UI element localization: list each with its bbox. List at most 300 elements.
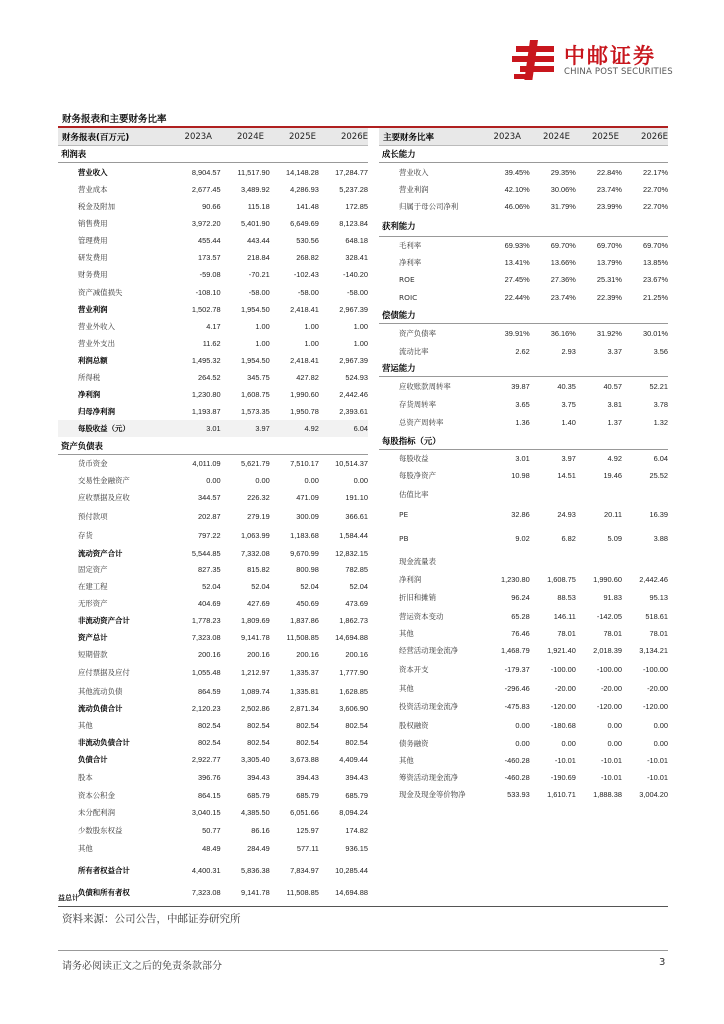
cell-value: 78.01	[649, 629, 669, 638]
column-header: 2024E	[542, 131, 570, 142]
table-section-header	[379, 215, 668, 237]
financial-ratios-table	[379, 128, 668, 803]
row-label: 应收票据及应收	[78, 493, 130, 502]
cell-value: 1,809.69	[240, 616, 270, 625]
row-label: 偿债能力	[382, 310, 416, 320]
row-label: 毛利率	[399, 241, 422, 250]
cell-value: 1,610.71	[547, 790, 576, 799]
table-section-header	[379, 432, 668, 450]
cell-value: 39.91%	[504, 328, 530, 338]
row-label: PB	[399, 533, 409, 543]
row-label: 固定资产	[78, 565, 108, 574]
cell-value: 1,495.32	[191, 356, 221, 365]
cell-value: -120.00	[596, 702, 622, 711]
cell-value: -10.01	[647, 756, 669, 765]
cell-value: 20.11	[603, 509, 622, 519]
cell-value: 141.48	[296, 202, 319, 211]
row-label: 所得税	[78, 373, 101, 382]
cell-value: 10,285.44	[335, 866, 369, 875]
cell-value: 3,004.20	[639, 790, 669, 799]
cell-value: 2,018.39	[593, 646, 622, 655]
cell-value: 2,393.61	[339, 407, 369, 416]
row-label: 归属于母公司净利	[399, 202, 459, 211]
cell-value: 13.79%	[596, 258, 622, 267]
cell-value: -180.68	[550, 720, 576, 730]
table-row	[379, 642, 668, 659]
cell-value: 95.13	[649, 593, 669, 602]
cell-value: -58.00	[347, 287, 369, 297]
table-row	[58, 352, 368, 369]
cell-value: 8,904.57	[191, 167, 221, 177]
cell-value: 6,649.69	[290, 219, 319, 228]
cell-value: -120.00	[642, 702, 669, 711]
cell-value: 4.17	[206, 322, 221, 331]
cell-value: 1,335.37	[290, 668, 319, 677]
cell-value: 8,123.84	[339, 219, 369, 228]
cell-value: 30.01%	[642, 328, 669, 338]
cell-value: 12,832.15	[335, 548, 369, 558]
row-label: 存货	[78, 531, 93, 540]
cell-value: 8,094.24	[339, 808, 369, 817]
cell-value: 11,508.85	[286, 888, 319, 897]
cell-value: 3.56	[653, 346, 669, 356]
cell-value: 396.76	[198, 773, 221, 782]
table-row	[379, 752, 668, 769]
column-header: 2025E	[288, 131, 316, 142]
cell-value: 1,063.99	[240, 531, 270, 540]
table-row	[58, 839, 368, 857]
row-label: 流动比率	[399, 346, 429, 356]
cell-value: 3,134.21	[639, 646, 669, 655]
cell-value: 78.01	[557, 629, 576, 638]
table-row	[58, 181, 368, 198]
header-label: 财务报表(百万元)	[62, 132, 130, 143]
cell-value: 300.09	[296, 511, 319, 521]
logo-text-cn: 中邮证券	[564, 44, 656, 68]
cell-value: 11.62	[202, 339, 221, 348]
cell-value: 52.04	[202, 582, 221, 591]
cell-value: 5,544.85	[191, 548, 221, 558]
table-row	[58, 646, 368, 663]
cell-value: 577.11	[296, 843, 319, 853]
cell-value: 3.78	[653, 400, 669, 409]
cell-value: 345.75	[247, 373, 270, 382]
cell-value: 1,862.73	[339, 616, 369, 625]
cell-value: 1.00	[304, 339, 319, 348]
table-row	[379, 734, 668, 752]
row-label: 营运能力	[382, 363, 416, 373]
row-label: 管理费用	[78, 236, 108, 245]
cell-value: 23.99%	[596, 202, 622, 211]
cell-value: 6.04	[653, 454, 669, 463]
cell-value: 3.01	[206, 424, 221, 433]
cell-value: 427.82	[296, 373, 319, 382]
table-row	[58, 682, 368, 700]
table-row	[58, 612, 368, 629]
row-label: 资产总计	[78, 633, 108, 642]
cell-value: 22.84%	[596, 167, 622, 177]
row-label: ROIC	[399, 293, 418, 302]
cell-value: -108.10	[195, 287, 221, 297]
cell-value: 802.54	[345, 738, 369, 747]
logo-mark-icon	[512, 40, 558, 80]
row-label: 现金流量表	[399, 556, 436, 566]
cell-value: -475.83	[504, 702, 530, 711]
cell-value: 3,673.88	[290, 755, 319, 764]
page-number: 3	[659, 957, 666, 968]
cell-value: 5.09	[607, 533, 622, 543]
cell-value: 7,834.97	[290, 866, 319, 875]
cell-value: 88.53	[557, 593, 576, 602]
cell-value: 202.87	[198, 511, 221, 521]
cell-value: 450.69	[296, 599, 319, 608]
cell-value: 5,237.28	[339, 185, 369, 194]
cell-value: -460.28	[504, 773, 530, 782]
table-row	[58, 545, 368, 561]
cell-value: 0.00	[515, 720, 530, 730]
table-row	[58, 386, 368, 403]
cell-value: 0.00	[607, 738, 622, 748]
table-row	[58, 526, 368, 545]
cell-value: 1.37	[607, 418, 622, 427]
cell-value: 1,628.85	[339, 686, 369, 696]
row-label: 税金及附加	[78, 202, 115, 211]
row-label: 资本开支	[399, 664, 429, 674]
cell-value: 1.36	[515, 418, 530, 427]
cell-value: 9,670.99	[290, 548, 319, 558]
cell-value: 9,141.78	[240, 633, 270, 642]
cell-value: -58.00	[248, 287, 270, 297]
cell-value: 13.85%	[642, 258, 669, 267]
cell-value: -58.00	[297, 287, 319, 297]
row-label: 在建工程	[78, 582, 108, 591]
cell-value: 200.16	[198, 650, 221, 659]
cell-value: 3.37	[607, 346, 622, 356]
cell-value: 0.00	[304, 476, 319, 485]
cell-value: 2.93	[561, 346, 576, 356]
row-label: 预付款项	[78, 511, 108, 521]
cell-value: 1,608.75	[547, 574, 576, 584]
cell-value: 3.97	[255, 424, 270, 433]
row-label: 每股指标（元）	[382, 435, 441, 446]
cell-value: 0.00	[206, 476, 221, 485]
table-row	[379, 413, 668, 432]
cell-value: 191.10	[345, 493, 369, 502]
table-row	[58, 318, 368, 335]
row-label: 负债和所有者权	[78, 888, 130, 897]
cell-value: 2,442.46	[339, 390, 369, 399]
cell-value: 268.82	[296, 253, 319, 262]
cell-value: 39.87	[511, 382, 530, 391]
table-section-header	[58, 437, 368, 455]
cell-value: 328.41	[345, 253, 369, 262]
row-label: 经营活动现金流净	[399, 646, 459, 655]
row-label: 每股收益	[399, 454, 429, 463]
row-label: 其他	[399, 629, 414, 638]
row-label: 所有者权益合计	[78, 866, 130, 875]
cell-value: -20.00	[554, 683, 576, 693]
table-row	[58, 215, 368, 232]
row-label: 每股收益（元）	[78, 424, 130, 433]
cell-value: 52.04	[251, 582, 270, 591]
cell-value: 1,230.80	[191, 390, 221, 399]
cell-value: 1.32	[653, 418, 669, 427]
cell-value: 827.35	[198, 565, 221, 574]
row-label: 资产减值损失	[78, 287, 123, 297]
cell-value: 14.51	[557, 471, 576, 480]
cell-value: -100.00	[642, 664, 669, 674]
table-row	[58, 884, 368, 901]
financial-ratios-header	[379, 128, 668, 146]
cell-value: 264.52	[198, 373, 221, 382]
table-row	[379, 697, 668, 716]
cell-value: 69.93%	[504, 241, 530, 250]
table-row	[379, 786, 668, 803]
cell-value: 69.70%	[596, 241, 622, 250]
cell-value: 1.00	[255, 322, 270, 331]
cell-value: 17,284.77	[335, 167, 369, 177]
cell-value: 0.00	[255, 476, 270, 485]
table-row	[58, 232, 368, 249]
table-row	[379, 625, 668, 642]
cell-value: 936.15	[345, 843, 369, 853]
cell-value: -10.01	[600, 773, 622, 782]
cell-value: 427.69	[247, 599, 270, 608]
table-row	[379, 552, 668, 570]
row-label: 应付票据及应付	[78, 668, 130, 677]
cell-value: 0.00	[653, 720, 669, 730]
table-row	[379, 504, 668, 524]
cell-value: 3,305.40	[240, 755, 270, 764]
cell-value: 797.22	[198, 531, 221, 540]
header-label: 主要财务比率	[383, 132, 435, 143]
cell-value: 76.46	[511, 629, 530, 638]
cell-value: 3,606.90	[339, 704, 369, 713]
cell-value: 1,837.86	[290, 616, 319, 625]
cell-value: 455.44	[198, 236, 221, 245]
cell-value: -10.01	[600, 756, 622, 765]
cell-value: 3.88	[653, 533, 669, 543]
cell-value: 5,401.90	[240, 219, 270, 228]
cell-value: 146.11	[553, 611, 576, 621]
table-row	[58, 283, 368, 301]
cell-value: 10.98	[511, 471, 530, 480]
cell-value: -120.00	[550, 702, 576, 711]
cell-value: 42.10%	[504, 185, 530, 194]
cell-value: 815.82	[247, 565, 270, 574]
cell-value: 4.92	[304, 424, 319, 433]
cell-value: 6.04	[353, 424, 369, 433]
cell-value: 3.75	[561, 400, 576, 409]
row-label: 资本公积金	[78, 791, 115, 800]
cell-value: 40.35	[557, 382, 576, 391]
table-row	[379, 679, 668, 697]
cell-value: 3,489.92	[240, 185, 270, 194]
table-row	[58, 266, 368, 283]
table-row	[58, 506, 368, 526]
row-label: 无形资产	[78, 599, 108, 608]
cell-value: 2,967.39	[339, 305, 369, 314]
cell-value: -190.69	[550, 773, 576, 782]
table-row	[379, 396, 668, 413]
cell-value: 1,055.48	[191, 668, 221, 677]
row-label: 流动资产合计	[78, 548, 123, 558]
cell-value: 22.70%	[642, 202, 669, 211]
cell-value: 0.00	[607, 720, 622, 730]
cell-value: 11,517.90	[237, 167, 270, 177]
cell-value: -140.20	[342, 270, 369, 279]
table-row	[379, 716, 668, 734]
cell-value: 1,777.90	[339, 668, 369, 677]
cell-value: -179.37	[504, 664, 530, 674]
cell-value: 52.04	[349, 582, 369, 591]
table-row	[58, 561, 368, 578]
cell-value: 115.18	[247, 202, 270, 211]
cell-value: 1,573.35	[240, 407, 270, 416]
cell-value: 0.00	[353, 476, 369, 485]
cell-value: 394.43	[345, 773, 369, 782]
cell-value: 3.65	[515, 400, 530, 409]
table-row	[58, 335, 368, 352]
cell-value: 78.01	[603, 629, 622, 638]
cell-value: 7,332.08	[240, 548, 270, 558]
table-row	[379, 588, 668, 607]
cell-value: 800.98	[296, 565, 319, 574]
cell-value: 22.17%	[642, 167, 669, 177]
table-row	[58, 455, 368, 472]
table-row	[58, 629, 368, 646]
column-header: 2026E	[640, 131, 668, 142]
row-label: 其他	[78, 721, 93, 730]
row-label: 净利润	[78, 390, 101, 399]
cell-value: 24.93	[557, 509, 576, 519]
cell-value: 7,323.08	[191, 888, 221, 897]
row-label: 每股净资产	[399, 471, 436, 480]
cell-value: 404.69	[198, 599, 221, 608]
cell-value: 344.57	[198, 493, 221, 502]
row-label: 资产负债率	[399, 328, 436, 338]
table-row	[379, 288, 668, 307]
cell-value: 802.54	[296, 738, 319, 747]
cell-value: 46.06%	[504, 202, 530, 211]
cell-value: 22.39%	[596, 293, 622, 302]
cell-value: 685.79	[247, 791, 270, 800]
cell-value: 2,677.45	[191, 185, 221, 194]
table-row	[58, 700, 368, 717]
cell-value: 802.54	[247, 721, 270, 730]
table-row	[58, 595, 368, 612]
cell-value: 9.02	[515, 533, 530, 543]
row-label: 资产负债表	[61, 440, 103, 451]
cell-value: 1,888.38	[593, 790, 622, 799]
cell-value: 1,921.40	[547, 646, 576, 655]
row-label: 其他	[78, 843, 93, 853]
row-label: 交易性金融资产	[78, 476, 130, 485]
cell-value: 69.70%	[642, 241, 669, 250]
cell-value: 802.54	[198, 721, 221, 730]
cell-value: 21.25%	[642, 293, 669, 302]
cell-value: 23.74%	[596, 185, 622, 194]
cell-value: -20.00	[600, 683, 622, 693]
cell-value: 31.79%	[550, 202, 576, 211]
financial-ratios-rows	[379, 146, 668, 803]
section-title: 财务报表和主要财务比率	[62, 114, 167, 125]
table-row	[58, 787, 368, 804]
row-label: 股权融资	[399, 720, 429, 730]
cell-value: 1.40	[561, 418, 576, 427]
cell-value: 443.44	[247, 236, 270, 245]
row-label: 其他	[399, 756, 414, 765]
cell-value: 96.24	[511, 593, 530, 602]
table-row	[58, 420, 368, 437]
column-header: 2023A	[184, 131, 212, 142]
cell-value: 4,011.09	[192, 459, 221, 468]
cell-value: 4,385.50	[240, 808, 270, 817]
row-label: 销售费用	[78, 219, 108, 228]
row-label: 营运资本变动	[399, 611, 444, 621]
cell-value: 471.09	[296, 493, 319, 502]
table-row	[58, 472, 368, 489]
row-label: 少数股东权益	[78, 825, 123, 835]
cell-value: 48.49	[202, 843, 221, 853]
cell-value: 1,954.50	[240, 305, 270, 314]
cell-value: 1,502.78	[191, 305, 221, 314]
cell-value: 648.18	[345, 236, 369, 245]
row-label: PE	[399, 509, 409, 519]
cell-value: 19.46	[603, 471, 622, 480]
cell-value: 65.28	[511, 611, 530, 621]
cell-value: 284.49	[247, 843, 270, 853]
table-row	[379, 237, 668, 254]
disclaimer-footer: 请务必阅读正文之后的免责条款部分	[62, 961, 222, 972]
cell-value: -10.01	[554, 756, 576, 765]
cell-value: -100.00	[596, 664, 622, 674]
trailing-label: 益总计	[58, 894, 79, 902]
table-row	[58, 403, 368, 420]
bottom-rule	[58, 906, 668, 907]
table-row	[58, 578, 368, 595]
cell-value: 6,051.66	[290, 808, 319, 817]
table-row	[58, 768, 368, 787]
cell-value: -70.21	[248, 270, 270, 279]
cell-value: 394.43	[247, 773, 270, 782]
cell-value: 0.00	[561, 738, 576, 748]
cell-value: 6.82	[561, 533, 576, 543]
cell-value: 22.44%	[504, 293, 530, 302]
cell-value: 864.59	[198, 686, 221, 696]
table-row	[58, 734, 368, 751]
cell-value: 172.85	[345, 202, 369, 211]
cell-value: 226.32	[247, 493, 270, 502]
source-note: 资料来源：公司公告，中邮证券研究所	[62, 913, 241, 925]
row-label: ROE	[399, 275, 415, 284]
row-label: 净利润	[399, 574, 422, 584]
cell-value: 1,183.68	[290, 531, 319, 540]
cell-value: 3,972.20	[191, 219, 221, 228]
cell-value: 90.66	[202, 202, 221, 211]
cell-value: 1,193.87	[191, 407, 221, 416]
column-header: 2024E	[236, 131, 264, 142]
row-label: 其他	[399, 683, 414, 693]
cell-value: 1,230.80	[500, 574, 530, 584]
footer-rule	[58, 950, 668, 951]
cell-value: 0.00	[515, 738, 530, 748]
cell-value: 4,286.93	[290, 185, 319, 194]
table-row	[58, 857, 368, 884]
cell-value: 864.15	[198, 791, 221, 800]
cell-value: -102.43	[293, 270, 319, 279]
cell-value: 2,418.41	[290, 356, 319, 365]
